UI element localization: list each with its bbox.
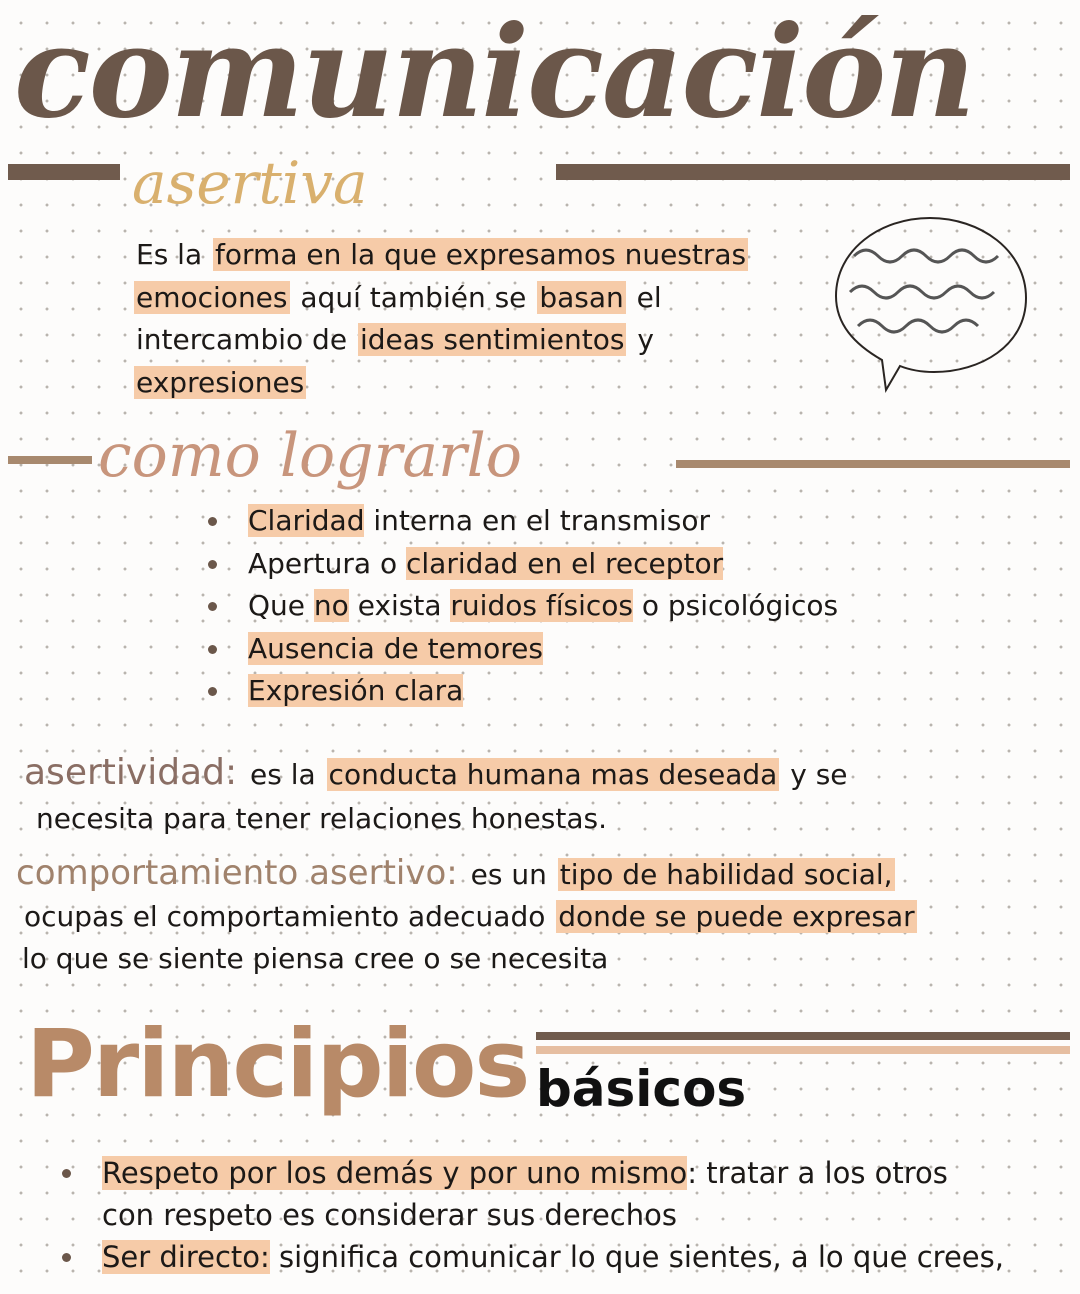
- bullet-dot-icon: [208, 517, 217, 526]
- intro-line-1: Es la forma en la que expresamos nuestras: [136, 238, 747, 271]
- divider-principios-2: [536, 1046, 1070, 1054]
- bullet-dot-icon: [208, 602, 217, 611]
- principios-title: Principios: [26, 1010, 529, 1119]
- comportamiento-line-3: lo que se siente piensa cree o se necesita: [22, 942, 609, 975]
- intro-line-4: expresiones: [136, 365, 305, 399]
- divider-right: [556, 164, 1070, 180]
- intro-line-2: emociones aquí también se basan el: [136, 280, 662, 314]
- speech-bubble-icon: [830, 206, 1030, 396]
- list-item: Respeto por los demás y por uno mismo: tratar a los otros: [102, 1152, 1004, 1194]
- bullet-dot-icon: [208, 687, 217, 696]
- divider-left: [8, 164, 120, 180]
- term-comportamiento: comportamiento asertivo:: [16, 853, 458, 893]
- term-asertividad: asertividad:: [24, 752, 238, 793]
- asertividad-line-2: necesita para tener relaciones honestas.: [36, 802, 607, 835]
- bullet-dot-icon: [208, 645, 217, 654]
- list-item: Ausencia de temores: [248, 628, 838, 671]
- asertividad-line-1: asertividad: es la conducta humana mas deseada y se: [24, 752, 848, 793]
- section-title-como-lograrlo: como lograrlo: [98, 421, 522, 491]
- comportamiento-line-2: ocupas el comportamiento adecuado donde se puede expresar: [24, 900, 915, 933]
- bullet-dot-icon: [62, 1169, 71, 1178]
- comportamiento-line-1: comportamiento asertivo: es un tipo de habilidad social,: [16, 853, 893, 893]
- intro-line-3: intercambio de ideas sentimientos y: [136, 323, 654, 356]
- como-lograrlo-list: [248, 500, 838, 713]
- list-item: Ser directo: significa comunicar lo que sientes, a lo que crees,: [102, 1236, 1004, 1278]
- list-item: Claridad interna en el transmisor: [248, 500, 838, 543]
- bullet-dot-icon: [62, 1253, 71, 1262]
- divider-right-2: [676, 460, 1070, 468]
- page-title: comunicación: [14, 0, 974, 146]
- intro-paragraph: [134, 234, 748, 404]
- divider-left-2: [8, 456, 92, 464]
- list-item-continuation: con respeto es considerar sus derechos: [102, 1198, 677, 1232]
- principios-list: [102, 1152, 1004, 1278]
- list-item: Expresión clara: [248, 670, 838, 713]
- list-item: Apertura o claridad en el receptor: [248, 543, 838, 586]
- divider-principios-1: [536, 1032, 1070, 1040]
- list-item: Que no exista ruidos físicos o psicológicos: [248, 585, 838, 628]
- subtitle: asertiva: [132, 149, 368, 217]
- principios-subtitle: básicos: [536, 1060, 747, 1118]
- bullet-dot-icon: [208, 560, 217, 569]
